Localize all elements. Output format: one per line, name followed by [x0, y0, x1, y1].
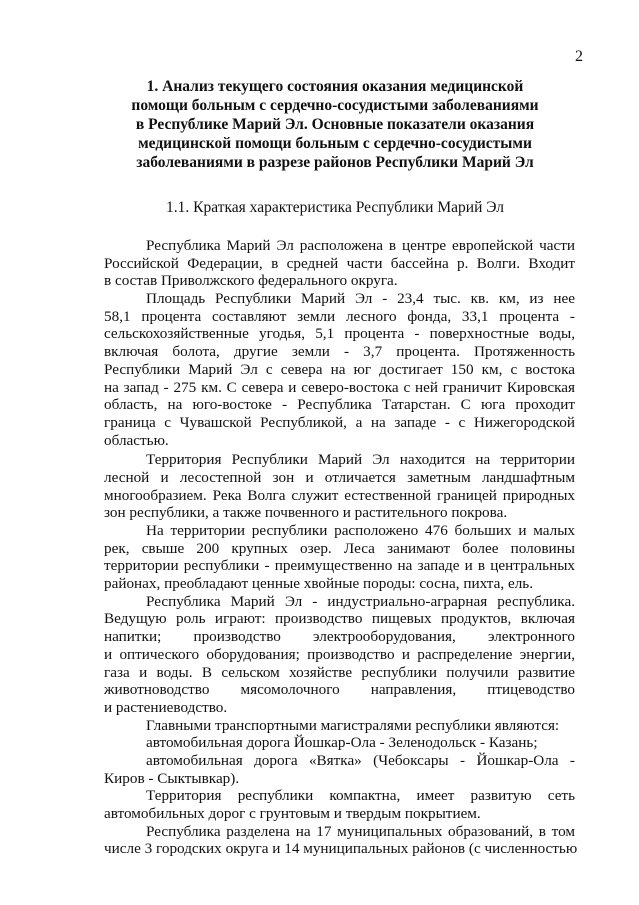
text-line: в состав Приволжского федерального округа. — [104, 272, 398, 290]
text-line: областью. — [104, 431, 169, 449]
text-line: Главными транспортными магистралями республики являются: — [146, 716, 560, 734]
page-number: 2 — [575, 48, 583, 65]
text-line: Республики Марий Эл с севера на юг достигает 150 км, с востока — [104, 360, 575, 378]
text-line: зон республики, а также почвенного и растительного покрова. — [104, 504, 508, 522]
text-line: Российской Федерации, в средней части бассейна р. Волги. Входит — [104, 254, 575, 272]
paragraph-location — [104, 237, 575, 290]
text-line: Ведущую роль играют: производство пищевых продуктов, включая — [104, 610, 575, 628]
text-line: 58,1 процента составляют земли лесного фонда, 33,1 процента - — [104, 307, 575, 325]
text-line: Республика разделена на 17 муниципальных образований, в том — [146, 822, 575, 840]
text-line: автомобильных дорог с грунтовым и твердым покрытием. — [104, 805, 481, 822]
text-line: Территория Республики Марий Эл находится на территории — [146, 451, 575, 469]
text-line: многообразием. Река Волга служит естественной границей природных — [104, 486, 575, 504]
text-line: рек, свыше 200 крупных озер. Леса занимают более половины — [104, 539, 575, 557]
paragraph-compact — [104, 787, 575, 822]
text-line: область, на юго-востоке - Республика Татарстан. С юга проходит — [104, 396, 575, 414]
text-line: лесной и лесостепной зон и отличается заметным ландшафтным — [104, 468, 575, 486]
heading-line: заболеваниями в разрезе районов Республики Марий Эл — [136, 154, 534, 171]
section-heading — [100, 77, 570, 172]
heading-line: в Республике Марий Эл. Основные показатели оказания — [135, 116, 535, 133]
text-line: Республика Марий Эл - индустриально-аграрная республика. — [146, 592, 575, 610]
paragraph-area — [104, 290, 575, 449]
text-line: сельскохозяйственные угодья, 5,1 процента - поверхностные воды, — [104, 325, 575, 343]
text-line: автомобильная дорога Йошкар-Ола - Зеленодольск - Казань; — [146, 734, 538, 752]
paragraph-road-kazan — [104, 734, 575, 752]
text-line: автомобильная дорога «Вятка» (Чебоксары - Йошкар-Ола - — [146, 751, 575, 769]
heading-line: помощи больным с сердечно-сосудистыми заболеваниями — [131, 97, 539, 114]
text-line: Территория республики компактна, имеет развитую сеть — [146, 787, 575, 805]
paragraph-road-vyatka — [104, 752, 575, 787]
text-line: территории республики - преимущественно на западе и в центральных — [104, 557, 575, 575]
text-line: На территории республики расположено 476 больших и малых — [146, 522, 575, 539]
heading-line: медицинской помощи больным с сердечно-сосудистыми — [138, 135, 532, 152]
text-line: напитки; производство электрооборудования, электронного — [104, 628, 575, 646]
text-line: животноводство мясомолочного направления, птицеводство — [104, 681, 575, 699]
text-line: включая болота, другие земли - 3,7 процента. Протяженность — [104, 343, 575, 361]
text-line: районах, преобладают ценные хвойные породы: сосна, пихта, ель. — [104, 575, 534, 593]
text-line: и растениеводство. — [104, 698, 228, 716]
text-line: Площадь Республики Марий Эл - 23,4 тыс. кв. км, из нее — [146, 290, 575, 308]
heading-line: 1. Анализ текущего состояния оказания медицинской — [146, 78, 524, 95]
text-line: числе 3 городских округа и 14 муниципальных районов (с численностью — [104, 840, 578, 858]
paragraph-transport — [104, 717, 575, 735]
subsection-heading: 1.1. Краткая характеристика Республики Марий Эл — [166, 199, 504, 216]
text-line: граница с Чувашской Республикой, а на западе - с Нижегородской — [104, 413, 575, 431]
paragraph-territory — [104, 451, 575, 522]
document-body — [104, 237, 578, 858]
paragraph-rivers — [104, 522, 575, 593]
paragraph-economy — [104, 593, 575, 717]
text-line: и оптического оборудования; производство и распределение энергии, — [104, 645, 575, 663]
text-line: Киров - Сыктывкар). — [104, 769, 240, 787]
text-line: газа и воды. В сельском хозяйстве республики получили развитие — [104, 663, 575, 681]
text-line: на запад - 275 км. С севера и северо-востока с ней граничит Кировская — [104, 378, 575, 396]
text-line: Республика Марий Эл расположена в центре европейской части — [146, 237, 575, 254]
paragraph-municipalities — [104, 822, 578, 858]
